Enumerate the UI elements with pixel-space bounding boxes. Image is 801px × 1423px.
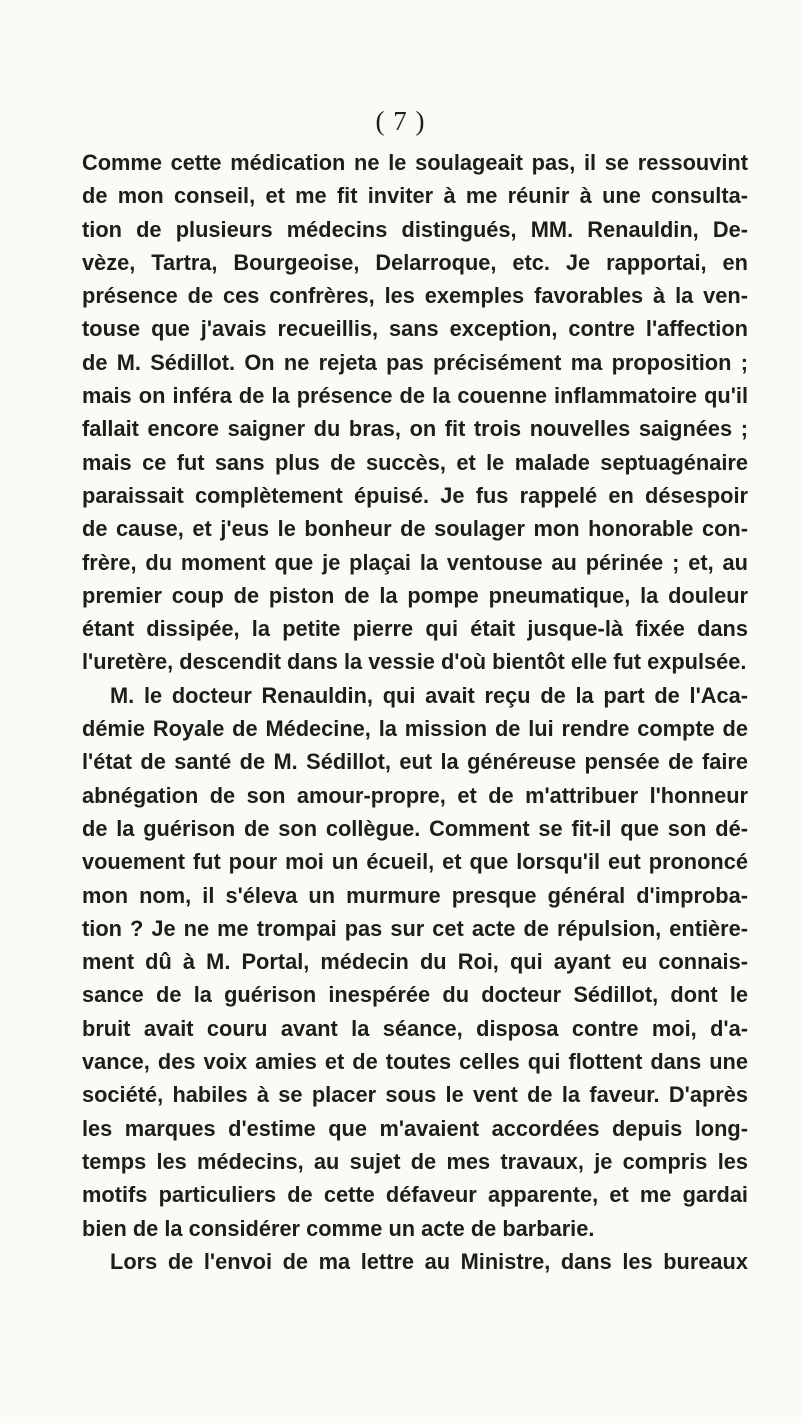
text-line: de cause, et j'eus le bonheur de soulager mon honorable con-: [82, 516, 748, 542]
text-line: motifs particuliers de cette défaveur apparente, et me gardai: [82, 1182, 748, 1208]
text-line: M. le docteur Renauldin, qui avait reçu de la part de l'Aca-: [110, 682, 748, 708]
text-line: frère, du moment que je plaçai la ventouse au périnée ; et, au: [82, 549, 748, 575]
text-line: l'uretère, descendit dans la vessie d'où bientôt elle fut expulsée.: [82, 649, 747, 675]
text-line: mais on inféra de la présence de la couenne inflammatoire qu'il: [82, 383, 748, 409]
text-line: présence de ces confrères, les exemples favorables à la ven-: [82, 283, 748, 309]
text-line: ment dû à M. Portal, médecin du Roi, qui ayant eu connais-: [82, 949, 748, 975]
text-line: tion de plusieurs médecins distingués, MM. Renauldin, De-: [82, 216, 748, 242]
text-line: les marques d'estime que m'avaient accordées depuis long-: [82, 1115, 748, 1141]
body-text: [82, 146, 748, 1278]
page-number: ( 7 ): [375, 106, 426, 136]
text-line: sance de la guérison inespérée du docteur Sédillot, dont le: [82, 982, 748, 1008]
text-line: démie Royale de Médecine, la mission de lui rendre compte de: [82, 716, 748, 742]
text-line: vouement fut pour moi un écueil, et que lorsqu'il eut prononcé: [82, 849, 748, 875]
text-line: Comme cette médication ne le soulageait pas, il se ressouvint: [82, 150, 748, 175]
text-line: société, habiles à se placer sous le vent de la faveur. D'après: [82, 1082, 748, 1108]
text-line: vèze, Tartra, Bourgeoise, Delarroque, etc. Je rapportai, en: [82, 249, 748, 275]
text-line: bien de la considérer comme un acte de barbarie.: [82, 1215, 595, 1241]
text-line: temps les médecins, au sujet de mes travaux, je compris les: [82, 1148, 748, 1174]
text-line: vance, des voix amies et de toutes celles qui flottent dans une: [82, 1049, 748, 1075]
text-line: tion ? Je ne me trompai pas sur cet acte de répulsion, entière-: [82, 915, 748, 941]
text-line: touse que j'avais recueillis, sans exception, contre l'affection: [82, 316, 748, 342]
text-line: l'état de santé de M. Sédillot, eut la généreuse pensée de faire: [82, 749, 748, 775]
text-line: de mon conseil, et me fit inviter à me réunir à une consulta-: [82, 183, 748, 209]
text-line: paraissait complètement épuisé. Je fus rappelé en désespoir: [82, 482, 748, 508]
text-line: fallait encore saigner du bras, on fit trois nouvelles saignées ;: [82, 416, 748, 442]
text-line: mais ce fut sans plus de succès, et le malade septuagénaire: [82, 449, 748, 475]
text-line: bruit avait couru avant la séance, disposa contre moi, d'a-: [82, 1015, 748, 1041]
text-line: abnégation de son amour-propre, et de m'attribuer l'honneur: [82, 782, 748, 808]
text-line: étant dissipée, la petite pierre qui était jusque-là fixée dans: [82, 616, 748, 642]
text-line: de M. Sédillot. On ne rejeta pas précisément ma proposition ;: [82, 349, 748, 375]
text-line: premier coup de piston de la pompe pneumatique, la douleur: [82, 582, 748, 608]
text-line: mon nom, il s'éleva un murmure presque général d'improba-: [82, 882, 748, 908]
text-line: de la guérison de son collègue. Comment se fit-il que son dé-: [82, 815, 748, 841]
text-line: Lors de l'envoi de ma lettre au Ministre, dans les bureaux: [110, 1248, 748, 1274]
